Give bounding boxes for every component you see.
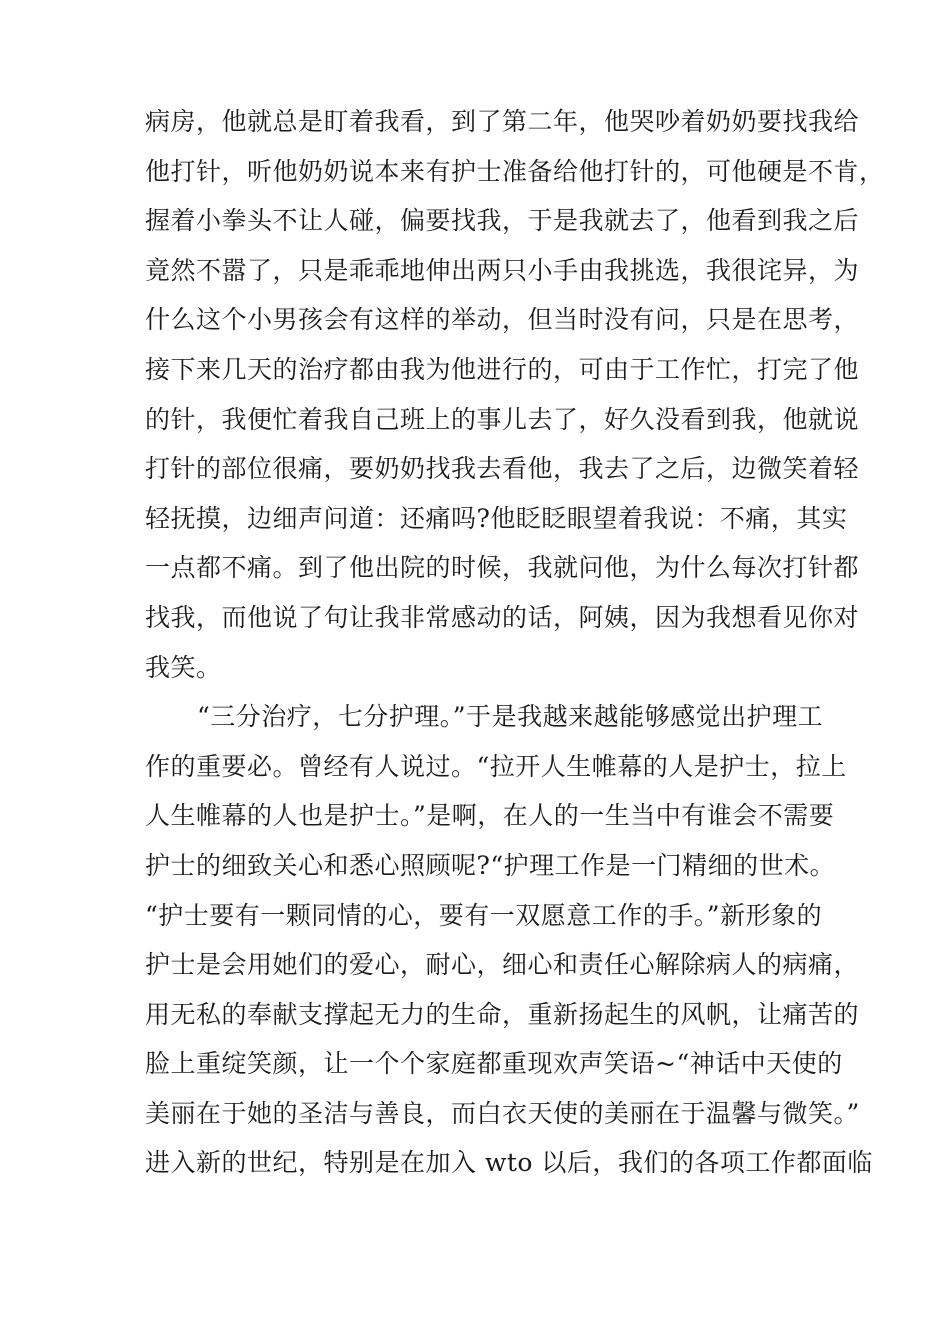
text-line: 作的重要必。曾经有人说过。“拉开人生帷幕的人是护士，拉上 — [145, 751, 847, 781]
text-line: 我笑。 — [145, 652, 222, 682]
text-line: 护士是会用她们的爱心，耐心，细心和责任心解除病人的病痛， — [145, 950, 860, 980]
body-text — [145, 97, 885, 1188]
text-line: 用无私的奉献支撑起无力的生命，重新扬起生的风帆，让痛苦的 — [145, 999, 860, 1029]
text-line: 脸上重绽笑颜，让一个个家庭都重现欢声笑语~“神话中天使的 — [145, 1049, 843, 1079]
text-line: 轻抚摸，边细声问道：还痛吗?他眨眨眼望着我说：不痛，其实 — [145, 503, 848, 533]
text-line: 护士的细致关心和悉心照顾呢?“护理工作是一门精细的世术。 — [145, 850, 836, 880]
text-line: 一点都不痛。到了他出院的时候，我就问他，为什么每次打针都 — [145, 553, 860, 583]
text-line: 什么这个小男孩会有这样的举动，但当时没有问，只是在思考， — [145, 305, 860, 335]
paragraph-start-line: “三分治疗，七分护理。”于是我越来越能够感觉出护理工 — [197, 702, 824, 732]
text-line: 握着小拳头不让人碰，偏要找我，于是我就去了，他看到我之后 — [145, 206, 860, 236]
text-line: 找我，而他说了句让我非常感动的话，阿姨，因为我想看见你对 — [145, 602, 860, 632]
text-line: 进入新的世纪，特别是在加入 wto 以后，我们的各项工作都面临 — [145, 1148, 873, 1178]
text-line: 人生帷幕的人也是护士。”是啊，在人的一生当中有谁会不需要 — [145, 801, 835, 831]
text-line: 竟然不嚣了，只是乖乖地伸出两只小手由我挑选，我很诧异，为 — [145, 255, 860, 285]
text-line: “护士要有一颗同情的心，要有一双愿意工作的手。”新形象的 — [145, 900, 823, 930]
text-line: 的针，我便忙着我自己班上的事儿去了，好久没看到我，他就说 — [145, 404, 860, 434]
text-line: 他打针，听他奶奶说本来有护士准备给他打针的，可他硬是不肯， — [145, 156, 885, 186]
text-line: 打针的部位很痛，要奶奶找我去看他，我去了之后，边微笑着轻 — [145, 454, 860, 484]
text-line: 美丽在于她的圣洁与善良，而白衣天使的美丽在于温馨与微笑。” — [145, 1098, 860, 1128]
text-line: 病房，他就总是盯着我看，到了第二年，他哭吵着奶奶要找我给 — [145, 107, 860, 136]
text-line: 接下来几天的治疗都由我为他进行的，可由于工作忙，打完了他 — [145, 354, 860, 384]
